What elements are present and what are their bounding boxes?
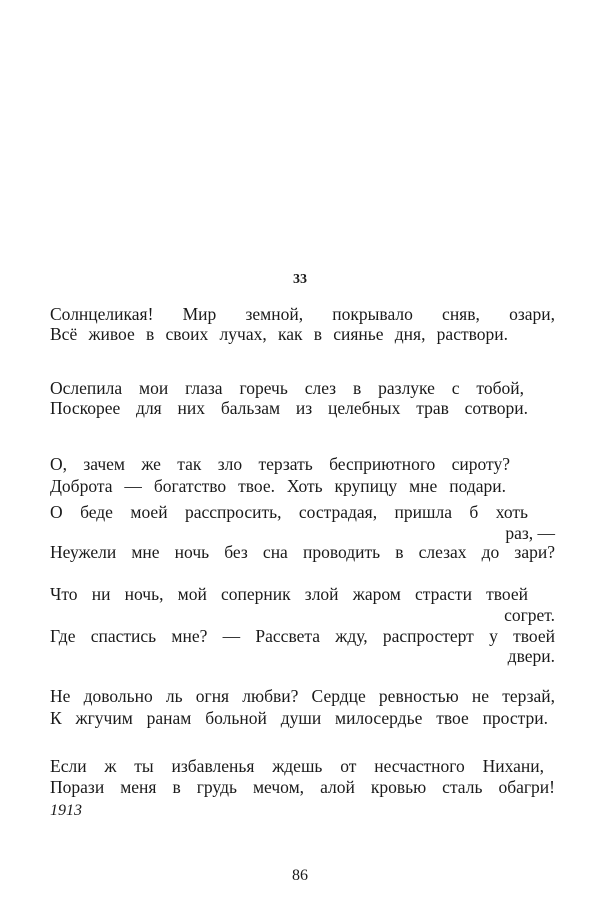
verse-line: Ослепила мои глаза горечь слез в разлуке с тобой, [50, 378, 524, 398]
verse-line: О беде моей расспросить, сострадая, пришла б хоть [50, 502, 528, 522]
verse-line: Поскорее для них бальзам из целебных трав сотвори. [50, 398, 528, 418]
poem-year: 1913 [50, 802, 82, 819]
page-number: 86 [292, 867, 308, 884]
verse-line-wrap: раз, — [505, 523, 555, 543]
verse-line: Неужели мне ночь без сна проводить в слезах до зари? [50, 542, 555, 562]
verse-line: О, зачем же так зло терзать бесприютного сироту? [50, 454, 510, 474]
verse-line: Не довольно ль огня любви? Сердце ревностью не терзай, [50, 686, 555, 706]
poem-number: 33 [293, 272, 307, 287]
verse-line: Доброта — богатство твое. Хоть крупицу мне подари. [50, 476, 506, 496]
verse-line-wrap: согрет. [504, 605, 555, 625]
verse-line: Солнцеликая! Мир земной, покрывало сняв, озари, [50, 304, 555, 324]
verse-line: Что ни ночь, мой соперник злой жаром страсти твоей [50, 584, 528, 604]
verse-line: Порази меня в грудь мечом, алой кровью сталь обагри! [50, 777, 555, 797]
verse-line: К жгучим ранам больной души милосердье твое простри. [50, 708, 548, 728]
verse-line: Если ж ты избавленья ждешь от несчастного Нихани, [50, 756, 544, 776]
verse-line: Всё живое в своих лучах, как в сиянье дня, раствори. [50, 324, 508, 344]
verse-line: Где спастись мне? — Рассвета жду, распростерт у твоей [50, 626, 555, 646]
verse-line-wrap: двери. [507, 646, 555, 666]
